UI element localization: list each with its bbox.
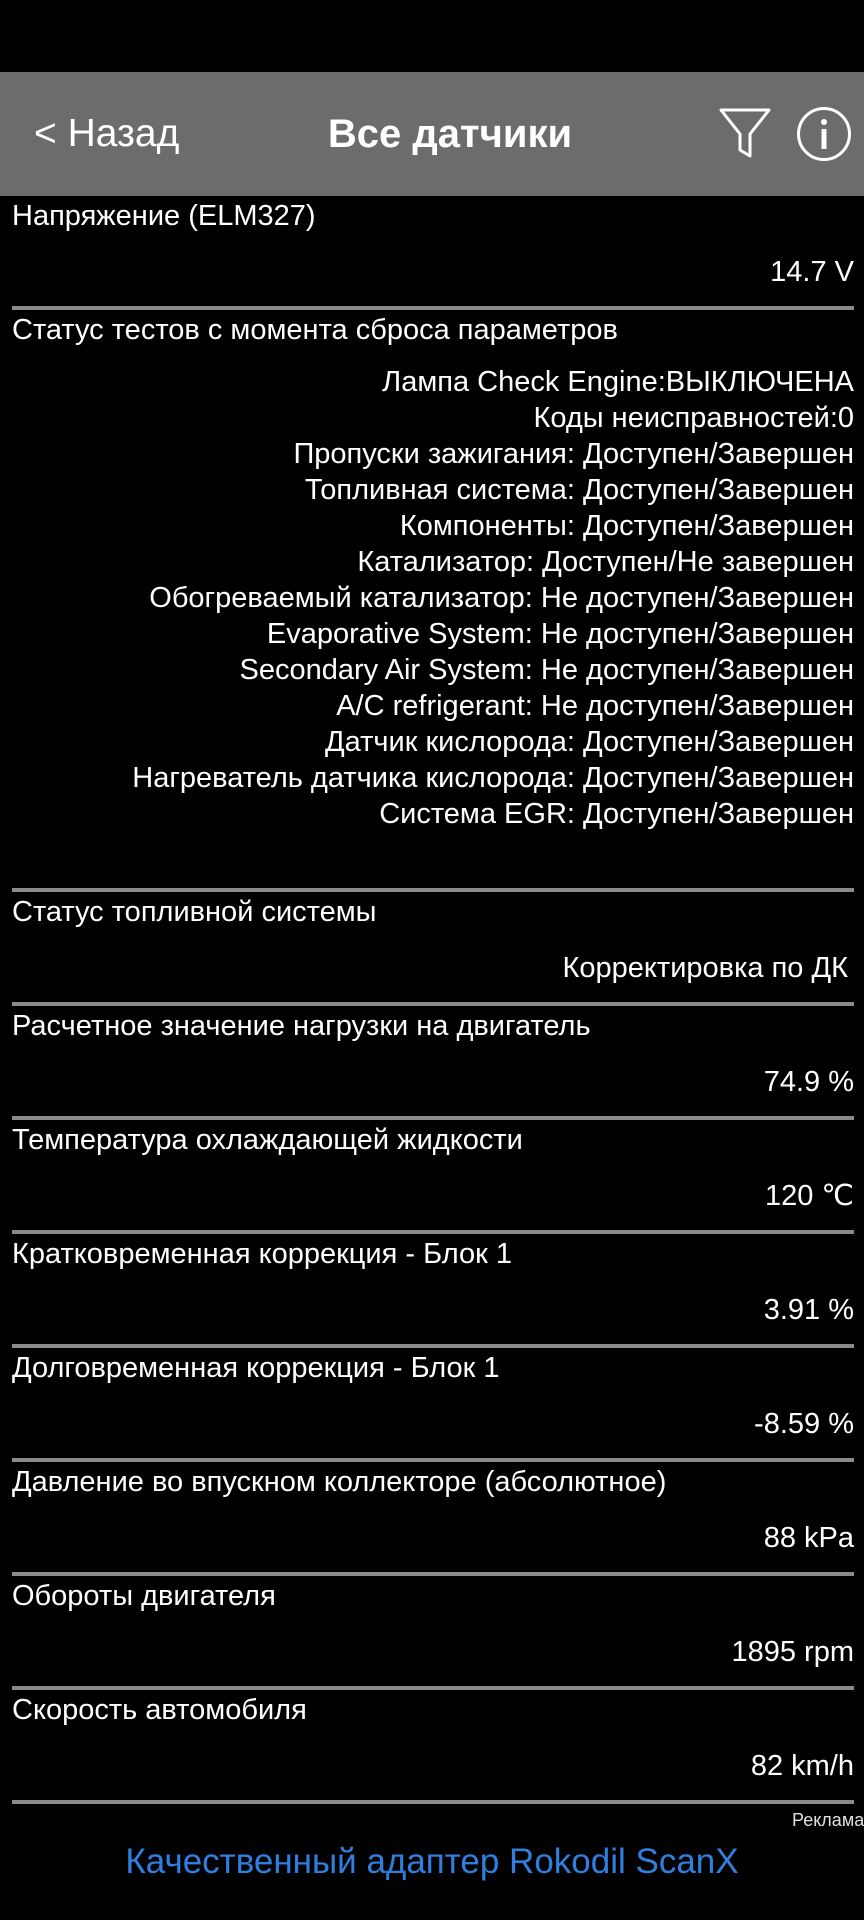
status-line: Secondary Air System: Не доступен/Завершен: [239, 654, 854, 686]
sensor-row[interactable]: [0, 1120, 864, 1234]
sensor-list: [0, 196, 864, 1804]
ad-link[interactable]: Качественный адаптер Rokodil ScanX: [125, 1842, 739, 1881]
sensor-row[interactable]: [0, 1690, 864, 1804]
sensor-value: Корректировка по ДК: [562, 952, 848, 984]
sensor-name: Обороты двигателя: [12, 1580, 276, 1612]
sensor-row[interactable]: [0, 196, 864, 310]
status-line: Коды неисправностей:0: [533, 402, 854, 434]
page-title: Все датчики: [327, 112, 573, 156]
sensor-row[interactable]: [0, 1234, 864, 1348]
sensor-name: Статус тестов с момента сброса параметров: [12, 314, 618, 346]
sensor-name: Статус топливной системы: [12, 896, 377, 928]
sensor-value: -8.59 %: [754, 1408, 854, 1440]
sensor-value: 1895 rpm: [731, 1636, 854, 1668]
sensor-value: 120 ℃: [764, 1180, 854, 1212]
status-bar: [0, 0, 864, 72]
status-line: Компоненты: Доступен/Завершен: [399, 510, 854, 542]
filter-icon[interactable]: [718, 106, 772, 162]
status-line: Датчик кислорода: Доступен/Завершен: [324, 726, 854, 758]
status-line: Обогреваемый катализатор: Не доступен/Завершен: [149, 582, 854, 614]
status-line: Система EGR: Доступен/Завершен: [379, 798, 854, 830]
status-line: Evaporative System: Не доступен/Завершен: [266, 618, 854, 650]
sensor-name: Давление во впускном коллекторе (абсолютное): [12, 1466, 667, 1498]
divider: [12, 1800, 854, 1804]
sensor-row[interactable]: [0, 1348, 864, 1462]
status-lines: [132, 364, 854, 832]
app-header: [0, 72, 864, 196]
sensor-row[interactable]: [0, 1462, 864, 1576]
info-icon[interactable]: [796, 106, 852, 162]
status-line: Лампа Check Engine:ВЫКЛЮЧЕНА: [382, 366, 854, 398]
sensor-value: 3.91 %: [763, 1294, 854, 1326]
sensor-name: Напряжение (ELM327): [12, 200, 316, 232]
sensor-row[interactable]: [0, 310, 864, 892]
sensor-value: 74.9 %: [763, 1066, 854, 1098]
sensor-row[interactable]: [0, 1006, 864, 1120]
status-line: Топливная система: Доступен/Завершен: [304, 474, 854, 506]
status-line: Пропуски зажигания: Доступен/Завершен: [293, 438, 854, 470]
ad-label: Реклама: [792, 1810, 864, 1830]
sensor-name: Скорость автомобиля: [12, 1694, 307, 1726]
status-line: A/C refrigerant: Не доступен/Завершен: [336, 690, 854, 722]
status-line: Нагреватель датчика кислорода: Доступен/Завершен: [132, 762, 854, 794]
sensor-value: 82 km/h: [750, 1750, 854, 1782]
sensor-value: 14.7 V: [770, 256, 854, 288]
back-button[interactable]: < Назад: [34, 112, 180, 155]
sensor-name: Кратковременная коррекция - Блок 1: [12, 1238, 513, 1270]
sensor-row[interactable]: [0, 892, 864, 1006]
sensor-name: Расчетное значение нагрузки на двигатель: [12, 1010, 591, 1042]
sensor-row[interactable]: [0, 1576, 864, 1690]
sensor-name: Долговременная коррекция - Блок 1: [12, 1352, 500, 1384]
sensor-value: 88 kPa: [763, 1522, 854, 1554]
sensor-name: Температура охлаждающей жидкости: [12, 1124, 523, 1156]
status-line: Катализатор: Доступен/Не завершен: [357, 546, 854, 578]
